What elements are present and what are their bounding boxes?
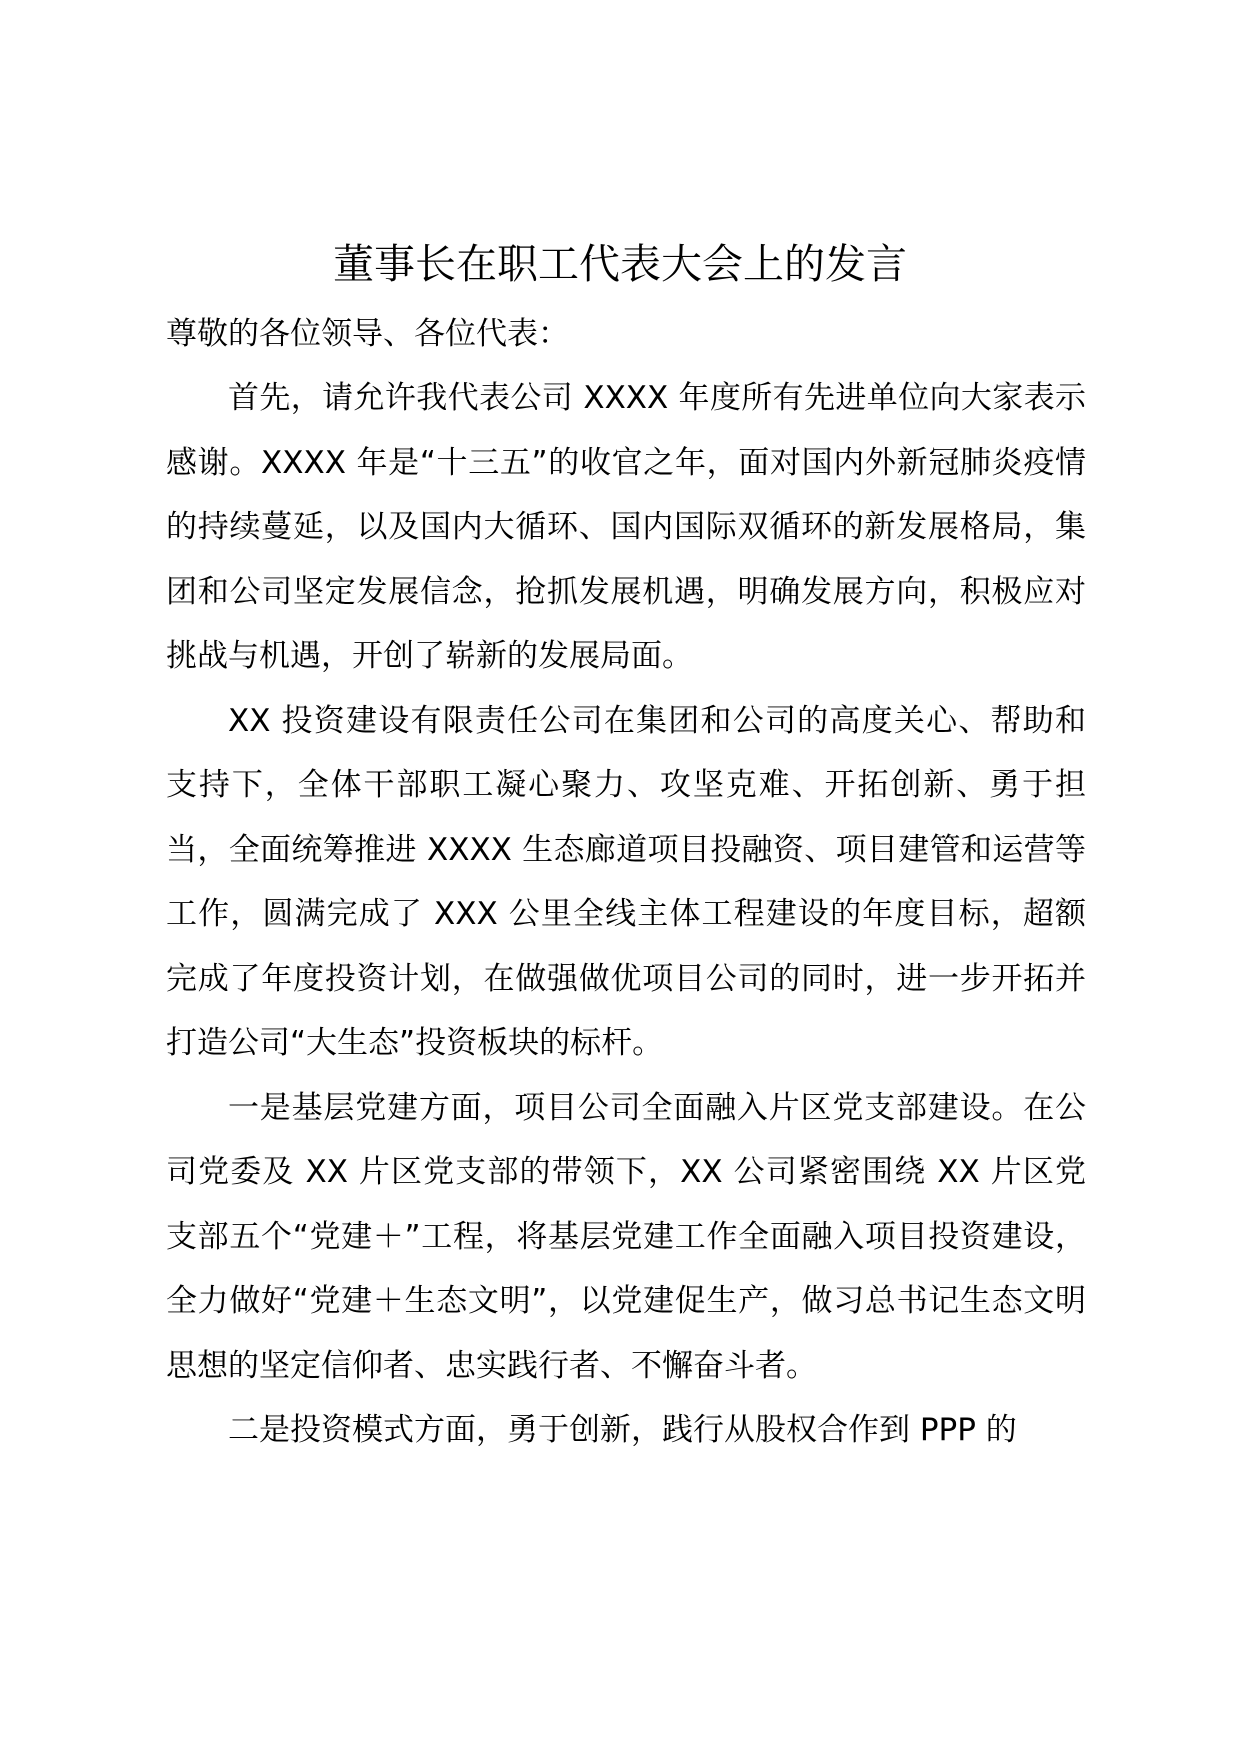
salutation: 尊敬的各位领导、各位代表： [166,316,569,352]
paragraph-investment-model: 二是投资模式方面，勇于创新，践行从股权合作到 PPP 的 [228,1412,1017,1448]
document-title: 董事长在职工代表大会上的发言 [333,240,907,288]
paragraph-opening: 首先，请允许我代表公司 XXXX 年度所有先进单位向大家表示感谢。XXXX 年是“十三五”的收官之年，面对国内外新冠肺炎疫情的持续蔓延，以及国内大循环、国内国际双循环的新发展格局，集团和公司坚定发展信念，抢抓发展机遇，明确发展方向，积极应对挑战与机遇，开创了崭新的发展局面。 [166,380,1086,674]
document-body [166,302,1086,1463]
paragraph-company-overview: XX 投资建设有限责任公司在集团和公司的高度关心、帮助和支持下，全体干部职工凝心聚力、攻坚克难、开拓创新、勇于担当，全面统筹推进 XXXX 生态廊道项目投融资、项目建管和运营等工作，圆满完成了 XXX 公里全线主体工程建设的年度目标，超额完成了年度投资计划，在做强做优项目公司的同时，进一步开拓并打造公司“大生态”投资板块的标杆。 [166,702,1086,1061]
paragraph-party-building: 一是基层党建方面，项目公司全面融入片区党支部建设。在公司党委及 XX 片区党支部的带领下，XX 公司紧密围绕 XX 片区党支部五个“党建＋”工程，将基层党建工作全面融入项目投资建设，全力做好“党建＋生态文明”，以党建促生产，做习总书记生态文明思想的坚定信仰者、忠实践行者、不懈奋斗者。 [166,1089,1086,1384]
